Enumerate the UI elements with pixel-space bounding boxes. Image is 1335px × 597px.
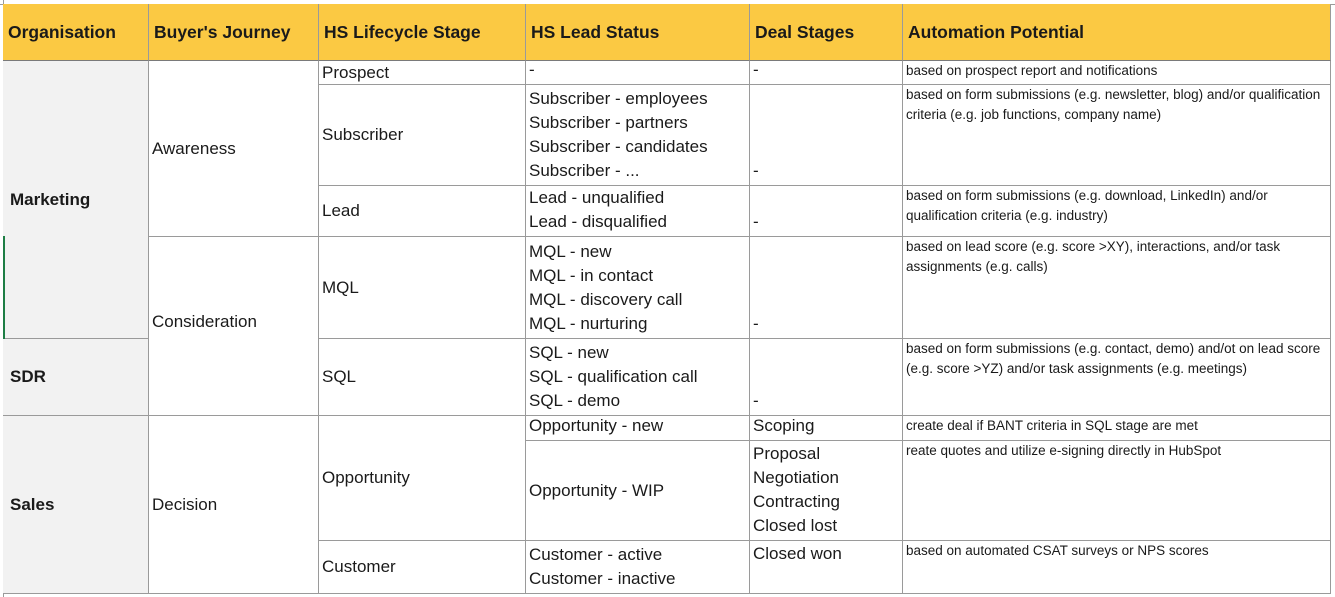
org-marketing[interactable] — [3, 61, 149, 339]
status-line: Opportunity - WIP — [529, 480, 665, 500]
automation-text: based on form submissions (e.g. newsletter, blog) and/or qualification criteria (e.g. job functions, company name) — [906, 87, 1321, 122]
status-line: Customer - inactive — [529, 569, 676, 588]
automation-text: based on lead score (e.g. score >XY), interactions, and/or task assignments (e.g. calls) — [906, 239, 1281, 274]
automation-text: reate quotes and utilize e-signing directly in HubSpot — [906, 443, 1222, 458]
status-sql[interactable] — [526, 339, 750, 416]
automation-customer[interactable] — [903, 541, 1331, 594]
deal-prospect[interactable] — [750, 61, 903, 85]
header-automation-potential-label: Automation Potential — [908, 21, 1084, 42]
stage-prospect-label: Prospect — [322, 62, 390, 82]
header-buyers-journey-label: Buyer's Journey — [154, 21, 291, 42]
automation-text: based on prospect report and notifications — [906, 63, 1158, 78]
status-customer[interactable] — [526, 541, 750, 594]
status-line: MQL - nurturing — [529, 314, 648, 333]
header-lifecycle-stage-label: HS Lifecycle Stage — [324, 21, 481, 42]
header-lead-status-label: HS Lead Status — [531, 21, 660, 42]
journey-decision-label: Decision — [152, 494, 218, 514]
deal-line: - — [753, 391, 759, 410]
deal-mql[interactable] — [750, 237, 903, 339]
deal-line: - — [753, 314, 759, 333]
stage-customer[interactable] — [319, 541, 526, 594]
status-line: Subscriber - ... — [529, 161, 640, 180]
automation-prospect[interactable] — [903, 61, 1331, 85]
org-sdr[interactable] — [3, 339, 149, 416]
org-sales-label: Sales — [10, 494, 55, 514]
status-line: SQL - new — [529, 343, 609, 362]
deal-line: Proposal — [753, 444, 821, 463]
org-marketing-label: Marketing — [10, 189, 91, 209]
status-line: Opportunity - new — [529, 416, 664, 435]
journey-decision[interactable] — [149, 416, 319, 594]
status-line: Subscriber - partners — [529, 113, 688, 132]
stage-lead-label: Lead — [322, 201, 360, 220]
header-organisation[interactable] — [3, 4, 149, 61]
stage-customer-label: Customer — [322, 557, 396, 576]
status-line: MQL - in contact — [529, 266, 654, 285]
stage-subscriber-label: Subscriber — [322, 125, 404, 144]
status-lead[interactable] — [526, 186, 750, 237]
header-lifecycle-stage[interactable] — [319, 4, 526, 61]
status-line: MQL - discovery call — [529, 290, 683, 309]
journey-consideration-label: Consideration — [152, 312, 257, 331]
deal-lead[interactable] — [750, 186, 903, 237]
deal-line: - — [753, 212, 759, 231]
automation-mql[interactable] — [903, 237, 1331, 339]
deal-sql[interactable] — [750, 339, 903, 416]
status-mql[interactable] — [526, 237, 750, 339]
automation-opportunity-new[interactable] — [903, 416, 1331, 441]
deal-customer[interactable] — [750, 541, 903, 594]
header-organisation-label: Organisation — [8, 21, 116, 42]
status-line: Subscriber - employees — [529, 89, 708, 108]
org-sales[interactable] — [3, 416, 149, 594]
automation-text: based on automated CSAT surveys or NPS scores — [906, 543, 1209, 558]
journey-consideration[interactable] — [149, 237, 319, 416]
automation-subscriber[interactable] — [903, 85, 1331, 186]
header-automation-potential[interactable] — [903, 4, 1331, 61]
automation-lead[interactable] — [903, 186, 1331, 237]
cell-selection-mark — [3, 236, 5, 339]
status-prospect[interactable] — [526, 61, 750, 85]
stage-prospect[interactable] — [319, 61, 526, 85]
deal-line: Contracting — [753, 492, 840, 511]
deal-line: - — [753, 61, 759, 79]
automation-opportunity-wip[interactable] — [903, 441, 1331, 541]
stage-mql[interactable] — [319, 237, 526, 339]
status-line: MQL - new — [529, 242, 612, 261]
deal-line: - — [753, 161, 759, 180]
status-line: Subscriber - candidates — [529, 137, 708, 156]
deal-line: Negotiation — [753, 468, 840, 487]
header-lead-status[interactable] — [526, 4, 750, 61]
status-subscriber[interactable] — [526, 85, 750, 186]
status-line: SQL - qualification call — [529, 367, 698, 386]
header-deal-stages-label: Deal Stages — [755, 21, 855, 42]
header-buyers-journey[interactable] — [149, 4, 319, 61]
deal-line: Closed lost — [753, 516, 838, 535]
deal-line: Scoping — [753, 416, 815, 435]
deal-line: Closed won — [753, 544, 842, 563]
status-opportunity-wip[interactable] — [526, 441, 750, 541]
journey-awareness[interactable] — [149, 61, 319, 237]
org-sdr-label: SDR — [10, 367, 46, 386]
stage-mql-label: MQL — [322, 277, 359, 297]
automation-sql[interactable] — [903, 339, 1331, 416]
status-line: - — [529, 61, 535, 79]
stage-sql[interactable] — [319, 339, 526, 416]
status-line: Lead - unqualified — [529, 188, 665, 207]
automation-text: based on form submissions (e.g. contact, demo) and/ot on lead score (e.g. score >YZ) and/or task assignments (e.g. meetings) — [906, 341, 1321, 376]
stage-lead[interactable] — [319, 186, 526, 237]
header-deal-stages[interactable] — [750, 4, 903, 61]
automation-text: create deal if BANT criteria in SQL stage are met — [906, 418, 1198, 433]
status-opportunity-new[interactable] — [526, 416, 750, 441]
status-line: SQL - demo — [529, 391, 621, 410]
status-line: Lead - disqualified — [529, 212, 667, 231]
stage-subscriber[interactable] — [319, 85, 526, 186]
automation-text: based on form submissions (e.g. download, LinkedIn) and/or qualification criteria (e.g. industry) — [906, 188, 1268, 223]
deal-opportunity-new[interactable] — [750, 416, 903, 441]
journey-awareness-label: Awareness — [152, 138, 236, 158]
status-line: Customer - active — [529, 545, 663, 564]
stage-opportunity-label: Opportunity — [322, 468, 410, 487]
stage-opportunity[interactable] — [319, 416, 526, 541]
stage-sql-label: SQL — [322, 367, 357, 386]
deal-subscriber[interactable] — [750, 85, 903, 186]
deal-opportunity-wip[interactable] — [750, 441, 903, 541]
